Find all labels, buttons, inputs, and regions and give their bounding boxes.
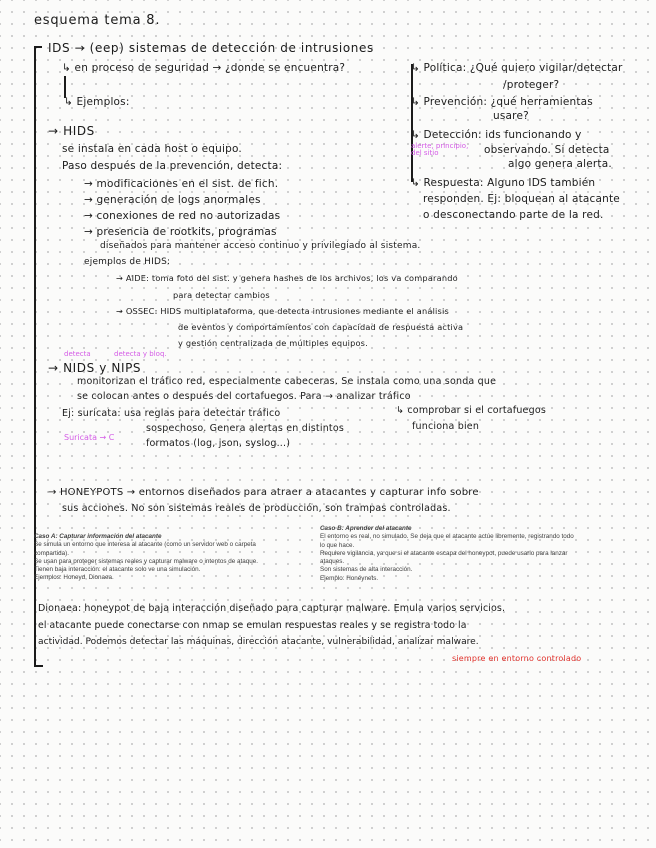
case-a-title: Caso A: Capturar información del atacante: [34, 533, 162, 540]
hids-bullet-1: → modificaciones en el sist. de fich.: [84, 178, 279, 190]
dionaea-line-2: el atacante puede conectarse con nmap se emulan respuestas reales y se registra todo la: [38, 620, 467, 631]
ejemplos-label: ↳ Ejemplos:: [64, 96, 130, 108]
left-bracket-bottom: [34, 665, 43, 667]
aide-line-1: → AIDE: toma foto del sist. y genera hashes de los archivos, los va comparando: [116, 273, 458, 283]
suricata-pink-note: Suricata → C: [64, 433, 115, 442]
deteccion-line-2: observando. Si detecta: [484, 144, 610, 156]
respuesta-line-2: responden. Ej: bloquean al atacante: [423, 193, 620, 205]
left-bracket-top: [34, 46, 42, 48]
suricata-line-1: Ej: suricata: usa reglas para detectar tráfico: [62, 408, 281, 419]
ids-subline: ↳ en proceso de seguridad → ¿donde se encuentra?: [62, 62, 346, 74]
case-a-line-4: Tienen baja interacción: el atacante solo ve una simulación.: [34, 566, 201, 574]
right-bracket: [411, 64, 413, 182]
case-a-line-1: Se simula un entorno que interesa al atacante (como un servidor web o carpeta: [34, 541, 256, 549]
hids-bullet-4: → presencia de rootkits, programas: [84, 226, 277, 238]
ids-definition: IDS → (eep) sistemas de detección de intrusiones: [48, 41, 374, 55]
case-b-line-1: El entorno es real, no simulado. Se deja que el atacante actúe libremente, registrando todo: [320, 533, 574, 541]
case-a-line-2: compartida).: [34, 549, 69, 557]
hids-line-2: Paso después de la prevención, detecta:: [62, 160, 283, 172]
nids-line-3: ↳ comprobar si el cortafuegos: [396, 405, 546, 416]
dionaea-line-3: actividad. Podemos detectar las máquinas, dirección atacante, vulnerabilidad, analizar malware.: [38, 637, 479, 647]
aide-line-2: para detectar cambios: [173, 290, 270, 300]
case-b-title: Caso B: Aprender del atacante: [320, 525, 412, 532]
honeypots-line-1: → HONEYPOTS → entornos diseñados para atraer a atacantes y capturar info sobre: [48, 487, 479, 498]
nids-line-3b: funciona bien: [412, 421, 480, 432]
hids-bullet-2: → generación de logs anormales: [84, 194, 261, 206]
case-b-line-5: Son sistemas de alta interacción.: [320, 566, 413, 574]
nids-title: → NIDS y NIPS: [48, 361, 142, 375]
dionaea-red-note: siempre en entorno controlado: [452, 654, 582, 663]
dionaea-line-1: Dionaea: honeypot de baja interacción diseñado para capturar malware. Emula varios servicios.: [38, 603, 506, 614]
case-a-line-5: Ejemplos: Honeyd, Dionaea.: [34, 574, 114, 582]
hids-bullet-4b: diseñados para mantener acceso continuo y privilegiado al sistema.: [100, 241, 421, 251]
respuesta-line-1: ↳ Respuesta: Alguno IDS también: [411, 177, 596, 189]
politica-line-1: ↳ Política: ¿Qué quiero vigilar/detectar: [411, 62, 623, 74]
case-b-line-2: lo que hace.: [320, 541, 355, 549]
case-a-block: [34, 533, 314, 583]
hids-bullet-3: → conexiones de red no autorizadas: [84, 210, 281, 222]
suricata-line-3: formatos (log, json, syslog...): [146, 438, 291, 449]
case-b-line-3: Requiere vigilancia, ya que si el atacante escapa del honeypot, puede usarlo para lanzar: [320, 549, 568, 557]
honeypots-line-2: sus acciones. No son sistemas reales de producción, son trampas controladas.: [62, 503, 451, 514]
prevencion-line-2: usare?: [493, 110, 529, 122]
case-b-line-4: ataques.: [320, 558, 345, 566]
hids-line-1: se instala en cada host o equipo.: [62, 143, 242, 155]
ossec-line-2: de eventos y comportamientos con capacidad de respuesta activa: [178, 322, 464, 332]
nids-line-1: monitorizan el tráfico red, especialmente cabeceras. Se instala como una sonda que: [77, 376, 497, 387]
deteccion-line-1: ↳ Detección: ids funcionando y: [411, 129, 582, 141]
suricata-line-2: sospechoso. Genera alertas en distintos: [146, 423, 344, 434]
case-b-block: [320, 525, 620, 583]
case-a-line-3: Se usan para proteger sistemas reales y capturar malware o intentos de ataque.: [34, 557, 259, 565]
page-title: esquema tema 8.: [34, 13, 161, 28]
hids-examples-label: ejemplos de HIDS:: [84, 257, 171, 267]
deteccion-pink-note: alerte, principio, del sitio: [411, 142, 469, 157]
prevencion-line-1: ↳ Prevención: ¿qué herramientas: [411, 96, 593, 108]
ossec-line-3: y gestión centralizada de múltiples equipos.: [178, 338, 368, 348]
case-b-line-6: Ejemplo: Honeynets.: [320, 574, 379, 582]
deteccion-line-3: algo genera alerta.: [508, 158, 612, 170]
nids-line-2: se colocan antes o después del cortafuegos. Para → analizar tráfico: [77, 391, 411, 402]
ids-bracket: [64, 76, 66, 98]
nids-pink-note-1: detecta: [64, 350, 91, 358]
nids-pink-note-2: detecta y bloq.: [114, 350, 167, 358]
politica-line-2: /proteger?: [503, 79, 560, 91]
respuesta-line-3: o desconectando parte de la red.: [423, 209, 604, 221]
ossec-line-1: → OSSEC: HIDS multiplataforma, que detecta intrusiones mediante el análisis: [116, 306, 449, 316]
hids-title: → HIDS: [48, 124, 95, 138]
